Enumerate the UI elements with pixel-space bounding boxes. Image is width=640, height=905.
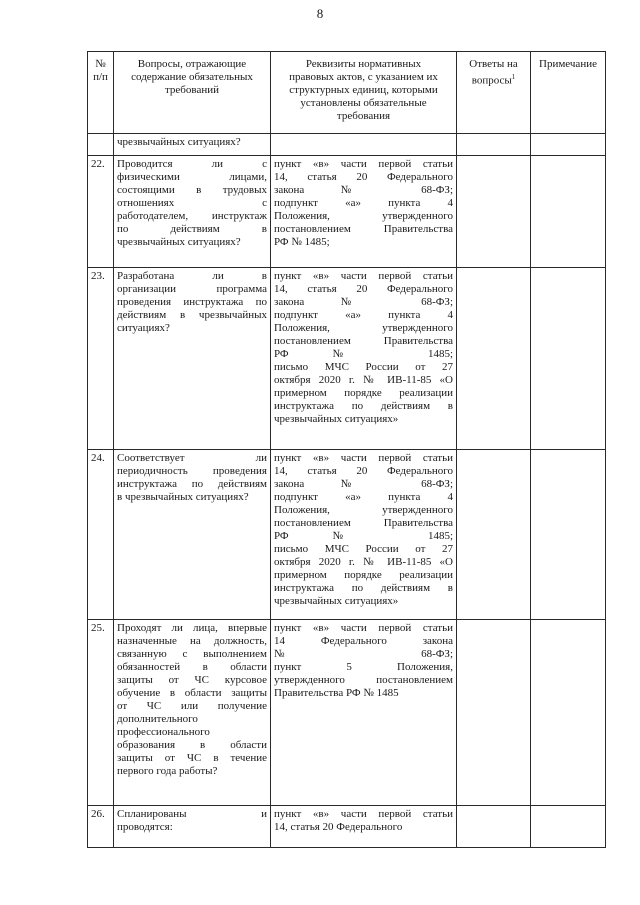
row-number: 24. (88, 450, 114, 620)
requisites-cell (271, 450, 457, 620)
requisites-line: 14, статья 20 Федерального (274, 283, 453, 295)
requisites-line: чрезвычайных ситуациях» (274, 595, 399, 607)
header-requisites-line: Реквизиты нормативных (305, 58, 422, 70)
question-line: связанную с выполнением (117, 648, 267, 660)
question-cell (114, 156, 271, 268)
requisites-line: Положения, утвержденного (274, 210, 453, 222)
requisites-line: постановлением Правительства (274, 335, 453, 347)
requisites-line: РФ № 1485; (274, 348, 453, 360)
question-line: Соответствует ли (117, 452, 267, 464)
requisites-cell (271, 806, 457, 848)
continuation-num-cell (88, 134, 114, 156)
requisites-line: пункт «в» части первой статьи (274, 270, 453, 282)
requisites-line: пункт «в» части первой статьи (274, 808, 453, 820)
question-line: организации программа (117, 283, 267, 295)
question-line: от ЧС или получение (117, 700, 267, 712)
header-num-line: № (95, 58, 106, 70)
table-row (88, 620, 606, 806)
question-line: проводятся: (117, 821, 173, 833)
requisites-line: Правительства РФ № 1485 (274, 687, 399, 699)
header-requisites-line: установлены обязательные (300, 97, 427, 109)
header-requisites-line: правовых актов, с указанием их (289, 71, 438, 83)
note-cell[interactable] (531, 156, 606, 268)
requisites-line: РФ № 1485; (274, 236, 330, 248)
footnote-marker: 1 (511, 73, 516, 81)
header-requisites-line: структурных единиц, которыми (289, 84, 438, 96)
row-number: 22. (88, 156, 114, 268)
table-row (88, 806, 606, 848)
answer-cell[interactable] (457, 806, 531, 848)
table-row (88, 156, 606, 268)
question-line: работодателем, инструктаж (117, 210, 267, 222)
requisites-line: утвержденного постановлением (274, 674, 453, 686)
requisites-line: чрезвычайных ситуациях» (274, 413, 399, 425)
question-line: Проводится ли с (117, 158, 267, 170)
note-cell[interactable] (531, 620, 606, 806)
question-cell (114, 450, 271, 620)
continuation-requisites-cell (271, 134, 457, 156)
question-line: в чрезвычайных ситуациях? (117, 491, 249, 503)
requisites-line: подпункт «а» пункта 4 (274, 491, 453, 503)
note-cell[interactable] (531, 268, 606, 450)
requisites-line: пункт «в» части первой статьи (274, 452, 453, 464)
requisites-line: 14, статья 20 Федерального (274, 821, 403, 833)
header-requisites (271, 52, 457, 134)
row-number: 23. (88, 268, 114, 450)
continuation-answer-cell[interactable] (457, 134, 531, 156)
page-number: 8 (316, 6, 324, 21)
answer-cell[interactable] (457, 450, 531, 620)
question-line: Проходят ли лица, впервые (117, 622, 267, 634)
header-note: Примечание (531, 52, 606, 134)
note-cell[interactable] (531, 450, 606, 620)
row-number: 25. (88, 620, 114, 806)
table-header-row (88, 52, 606, 134)
question-line: периодичность проведения (117, 465, 267, 477)
question-line: ситуациях? (117, 322, 170, 334)
question-line: проведения инструктажа по (117, 296, 267, 308)
question-line: назначенные на должность, (117, 635, 267, 647)
requisites-line: октября 2020 г. № ИВ-11-85 «О (274, 556, 453, 568)
question-line: чрезвычайных ситуациях? (117, 236, 241, 248)
question-line: обязанностей в области (117, 661, 267, 673)
question-line: по действиям в (117, 223, 267, 235)
header-question-line: Вопросы, отражающие (137, 58, 247, 70)
question-line: инструктажа по действиям (117, 478, 267, 490)
requisites-line: примерном порядке реализации (274, 387, 453, 399)
question-line: отношениях с (117, 197, 267, 209)
question-cell (114, 806, 271, 848)
requisites-line: пункт 5 Положения, (274, 661, 453, 673)
requisites-line: подпункт «а» пункта 4 (274, 309, 453, 321)
requisites-line: Положения, утвержденного (274, 322, 453, 334)
requisites-line: пункт «в» части первой статьи (274, 622, 453, 634)
question-line: защиты от ЧС курсовое (117, 674, 267, 686)
requisites-line: подпункт «а» пункта 4 (274, 197, 453, 209)
requisites-line: Положения, утвержденного (274, 504, 453, 516)
requisites-line: закона № 68-ФЗ; (274, 296, 453, 308)
question-line: состоящими в трудовых (117, 184, 267, 196)
header-question-line: требований (164, 84, 219, 96)
requisites-cell (271, 156, 457, 268)
question-line: дополнительного (117, 713, 198, 725)
table-row (88, 450, 606, 620)
requisites-line: 14, статья 20 Федерального (274, 171, 453, 183)
requisites-line: 14 Федерального закона (274, 635, 453, 647)
question-line: Разработана ли в (117, 270, 267, 282)
header-answers (457, 52, 531, 134)
row-number: 26. (88, 806, 114, 848)
table-row (88, 268, 606, 450)
question-line: образования в области (117, 739, 267, 751)
question-cell (114, 268, 271, 450)
header-requisites-line: требования (336, 110, 391, 122)
header-answers-line: Ответы на (469, 58, 518, 70)
continuation-question-text: чрезвычайных ситуациях? (117, 136, 241, 148)
requisites-line: РФ № 1485; (274, 530, 453, 542)
header-num (88, 52, 114, 134)
question-line: действиям в чрезвычайных (117, 309, 267, 321)
answer-cell[interactable] (457, 268, 531, 450)
question-line: профессионального (117, 726, 210, 738)
requisites-line: инструктажа по действиям в (274, 400, 453, 412)
requisites-line: постановлением Правительства (274, 517, 453, 529)
requisites-line: постановлением Правительства (274, 223, 453, 235)
question-line: обучение в области защиты (117, 687, 267, 699)
note-cell[interactable] (531, 806, 606, 848)
continuation-note-cell[interactable] (531, 134, 606, 156)
requisites-cell (271, 268, 457, 450)
requisites-line: закона № 68-ФЗ; (274, 478, 453, 490)
answer-cell[interactable] (457, 620, 531, 806)
header-question (114, 52, 271, 134)
requisites-line: № 68-ФЗ; (274, 648, 453, 660)
requirements-table (87, 51, 606, 848)
question-cell (114, 620, 271, 806)
answer-cell[interactable] (457, 156, 531, 268)
requisites-line: закона № 68-ФЗ; (274, 184, 453, 196)
header-answers-line: вопросы$^1$ (471, 73, 516, 87)
continuation-question-cell (114, 134, 271, 156)
requisites-line: октября 2020 г. № ИВ-11-85 «О (274, 374, 453, 386)
header-num-line: п/п (93, 71, 108, 83)
requisites-line: письмо МЧС России от 27 (274, 543, 453, 555)
requisites-cell (271, 620, 457, 806)
continuation-row (88, 134, 606, 156)
header-question-line: содержание обязательных (131, 71, 253, 83)
question-line: первого года работы? (117, 765, 218, 777)
requisites-line: 14, статья 20 Федерального (274, 465, 453, 477)
requisites-line: письмо МЧС России от 27 (274, 361, 453, 373)
question-line: Спланированы и (117, 808, 267, 820)
question-line: физическими лицами, (117, 171, 267, 183)
question-line: защиты от ЧС в течение (117, 752, 267, 764)
requisites-line: примерном порядке реализации (274, 569, 453, 581)
requisites-line: пункт «в» части первой статьи (274, 158, 453, 170)
requisites-line: инструктажа по действиям в (274, 582, 453, 594)
